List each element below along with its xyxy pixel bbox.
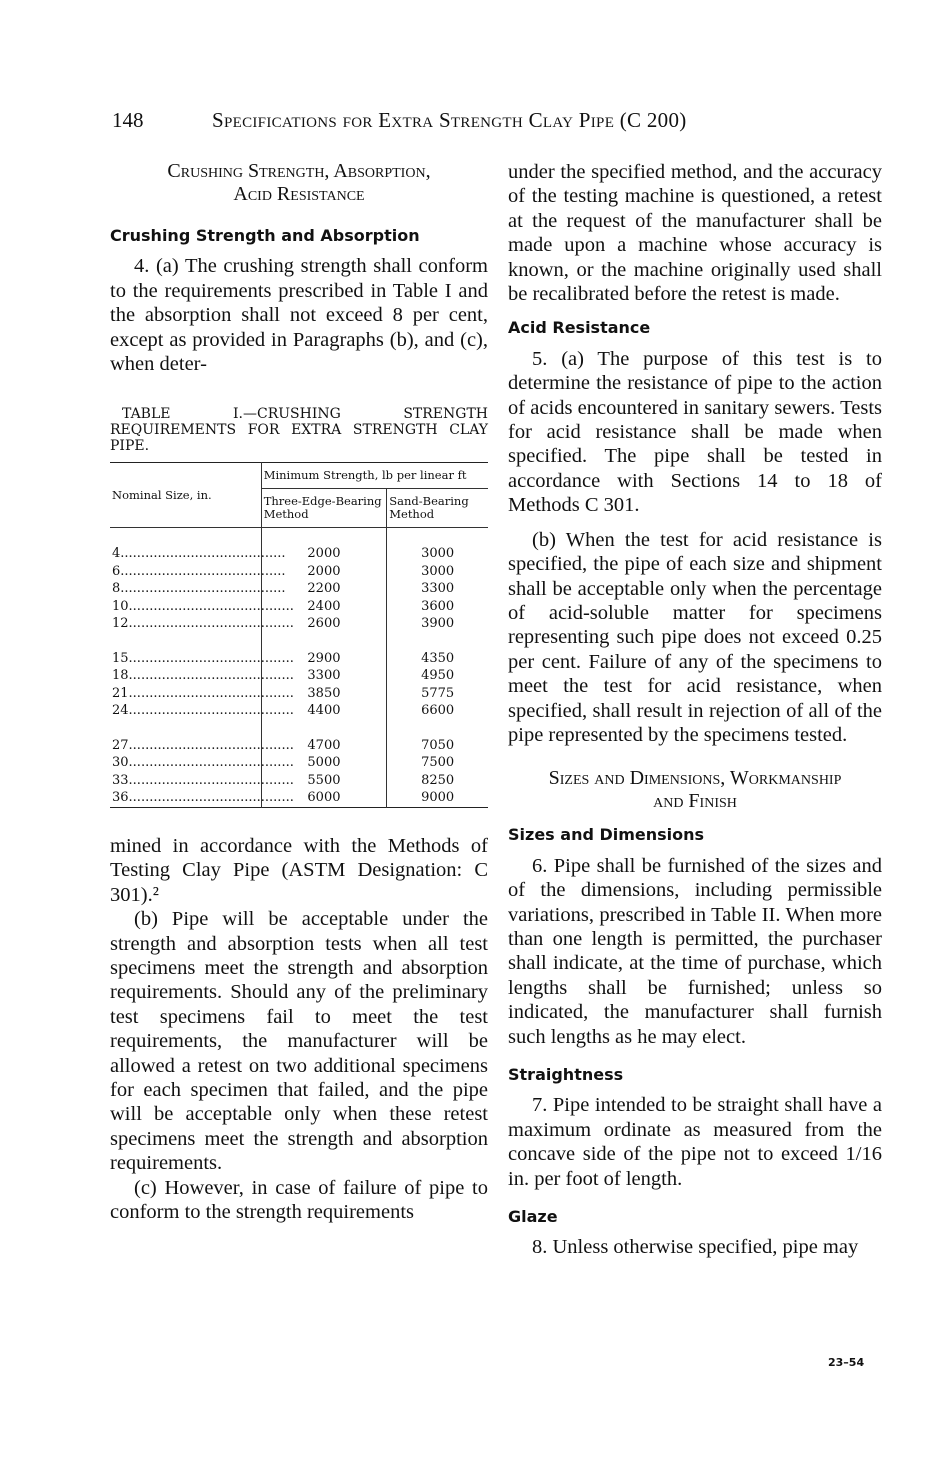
sand-bearing-cell: 3900 — [387, 615, 488, 633]
table-row — [110, 720, 488, 755]
subheading-straightness: Straightness — [508, 1065, 624, 1084]
table-row — [110, 633, 488, 668]
table-row — [110, 563, 488, 581]
header-minimum-strength: Minimum Strength, lb per linear ft — [261, 463, 488, 489]
sand-bearing-cell: 7500 — [387, 754, 488, 772]
sand-bearing-cell: 3600 — [387, 598, 488, 616]
three-edge-cell: 2900 — [261, 633, 387, 668]
sand-bearing-cell: 3000 — [387, 528, 488, 563]
size-cell: 36........................................ — [112, 790, 294, 806]
sand-bearing-cell: 3000 — [387, 563, 488, 581]
three-edge-cell: 6000 — [261, 789, 387, 807]
three-edge-cell: 5500 — [261, 772, 387, 790]
table-row — [110, 667, 488, 685]
paragraph-continuation-right: under the specified method, and the accuracy of the testing machine is questioned, a retest at the request of the manufacturer shall be made upon a machine whose accuracy is known, or the machine originally used shall be recalibrated before the retest is made. — [508, 161, 882, 306]
table-row — [110, 702, 488, 720]
size-cell: 33........................................ — [112, 772, 294, 788]
page-number: 148 — [112, 108, 144, 132]
section-heading-line: Crushing Strength, Absorption, — [167, 160, 431, 182]
table-row — [110, 580, 488, 598]
paragraph-5a: 5. (a) The purpose of this test is to determine the resistance of pipe to the action of acids encountered in sanitary sewers. Tests for acid resistance shall be made when specified. The pipe shall be tested in accordance with Sections 14 to 18 of Methods C 301. — [508, 347, 882, 517]
sand-bearing-cell: 9000 — [387, 789, 488, 807]
table-caption: TABLE I.—CRUSHING STRENGTH REQUIREMENTS FOR EXTRA STRENGTH CLAY PIPE. — [110, 406, 488, 455]
three-edge-cell: 4700 — [261, 720, 387, 755]
three-edge-cell: 2000 — [261, 528, 387, 563]
table-row — [110, 685, 488, 703]
subheading-sizes: Sizes and Dimensions — [508, 825, 705, 845]
header-sand-bearing: Sand-Bearing Method — [387, 489, 488, 528]
table-row — [110, 528, 488, 563]
table-row — [110, 754, 488, 772]
sand-bearing-cell: 5775 — [387, 685, 488, 703]
three-edge-cell: 2000 — [261, 563, 387, 581]
three-edge-cell: 5000 — [261, 754, 387, 772]
sand-bearing-cell: 4950 — [387, 667, 488, 685]
paragraph-4a: 4. (a) The crushing strength shall conform to the requirements prescribed in Table I and the absorption shall not exceed 8 per cent, except as provided in Paragraphs (b), and (c), when deter- — [110, 255, 488, 376]
section-heading-line: Acid Resistance — [233, 183, 365, 205]
three-edge-cell: 2600 — [261, 615, 387, 633]
subheading-glaze: Glaze — [508, 1207, 558, 1227]
section-heading-crushing — [110, 160, 488, 206]
three-edge-cell: 2400 — [261, 598, 387, 616]
paragraph-4b: (b) Pipe will be acceptable under the strength and absorption tests when all test specimens meet the strength and absorption requirements. Should any of the preliminary test specimens fail to meet the test requirements, the manufacturer will be allowed a retest on two additional specimens for each specimen that failed, and the pipe will be acceptable only when these retest specimens meet the strength and absorption requirements. — [110, 908, 488, 1175]
section-heading-line: and Finish — [653, 790, 737, 813]
size-cell: 10........................................ — [112, 598, 294, 614]
paragraph-7: 7. Pipe intended to be straight shall have a maximum ordinate as measured from the concave side of the pipe not to exceed 1/16 in. per foot of length. — [508, 1094, 882, 1190]
size-cell: 27........................................ — [112, 737, 294, 753]
table-row — [110, 598, 488, 616]
size-cell: 4........................................ — [112, 546, 286, 562]
three-edge-cell: 2200 — [261, 580, 387, 598]
sand-bearing-cell: 8250 — [387, 772, 488, 790]
sand-bearing-cell: 6600 — [387, 702, 488, 720]
left-column — [110, 160, 488, 1224]
three-edge-cell: 3850 — [261, 685, 387, 703]
size-cell: 21........................................ — [112, 685, 294, 701]
sand-bearing-cell: 7050 — [387, 720, 488, 755]
table-row — [110, 789, 488, 807]
paragraph-continuation: mined in accordance with the Methods of Testing Clay Pipe (ASTM Designation: C 301).² — [110, 834, 488, 906]
size-cell: 30........................................ — [112, 755, 294, 771]
right-column — [508, 160, 882, 1260]
running-title: Specifications for Extra Strength Clay Pipe (C 200) — [212, 108, 687, 132]
section-heading-sizes — [508, 767, 882, 813]
sand-bearing-cell: 4350 — [387, 633, 488, 668]
table-row — [110, 615, 488, 633]
three-edge-cell: 4400 — [261, 702, 387, 720]
sand-bearing-cell: 3300 — [387, 580, 488, 598]
subheading-acid: Acid Resistance — [508, 318, 651, 338]
paragraph-6: 6. Pipe shall be furnished of the sizes and of the dimensions, including permissible variations, prescribed in Table II. When more than one length is permitted, the purchaser shall indicate, at the time of purchase, which lengths shall be furnished; unless so indicated, the manufacturer shall furnish such lengths as he may elect. — [508, 854, 882, 1048]
paragraph-8: 8. Unless otherwise specified, pipe may — [532, 1236, 859, 1259]
table-row — [110, 772, 488, 790]
size-cell: 15........................................ — [112, 650, 294, 666]
crushing-strength-table — [110, 462, 488, 808]
header-nominal-size: Nominal Size, in. — [112, 487, 212, 502]
paragraph-5b: (b) When the test for acid resistance is specified, the pipe of each size and shipment shall be acceptable only when the percentage of acid-soluble matter for specimens representing such pipe does not exceed 0.25 per cent. Failure of any of the specimens to meet the test for acid resistance, when specified, shall result in rejection of all of the pipe represented by the specimens tested. — [508, 528, 882, 746]
footer-code: 23–54 — [828, 1356, 865, 1369]
header-three-edge: Three-Edge-Bearing Method — [261, 489, 387, 528]
size-cell: 24........................................ — [112, 703, 294, 719]
subheading-crushing: Crushing Strength and Absorption — [110, 226, 420, 245]
size-cell: 12........................................ — [112, 616, 294, 632]
size-cell: 8........................................ — [112, 581, 286, 597]
size-cell: 18........................................ — [112, 668, 294, 684]
section-heading-line: Sizes and Dimensions, Workmanship — [548, 767, 842, 790]
paragraph-4c: (c) However, in case of failure of pipe to conform to the strength requirements — [110, 1176, 488, 1224]
three-edge-cell: 3300 — [261, 667, 387, 685]
size-cell: 6........................................ — [112, 563, 286, 579]
